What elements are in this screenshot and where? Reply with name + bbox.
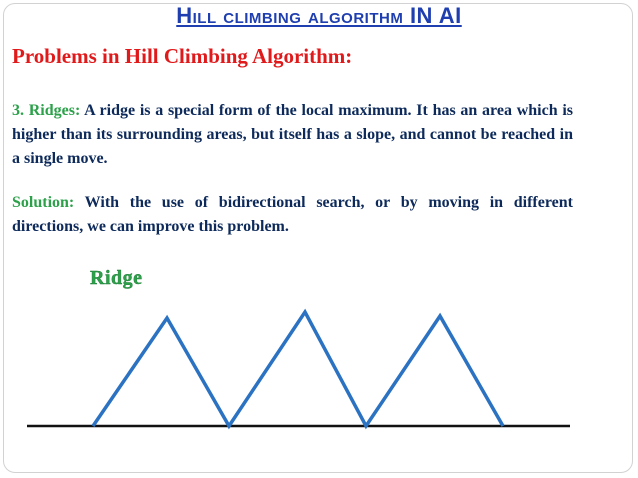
ridges-text: A ridge is a special form of the local maximum. It has an area which is higher than its surrounding areas, but itself has a slope, and cannot be reached in a single move. [12,102,573,167]
ridge-diagram [0,255,638,445]
slide-title: Hill climbing algorithm IN AI [176,3,462,28]
solution-text: With the use of bidirectional search, or by moving in different directions, we can improve this problem. [12,194,573,235]
solution-paragraph [12,191,573,239]
ridge-line [93,312,503,426]
section-heading: Problems in Hill Climbing Algorithm: [12,44,353,68]
ridges-paragraph [12,99,573,171]
ridge-label: Ridge [90,267,143,289]
solution-lead: Solution: [12,194,75,211]
ridges-lead: 3. Ridges: [12,102,81,119]
